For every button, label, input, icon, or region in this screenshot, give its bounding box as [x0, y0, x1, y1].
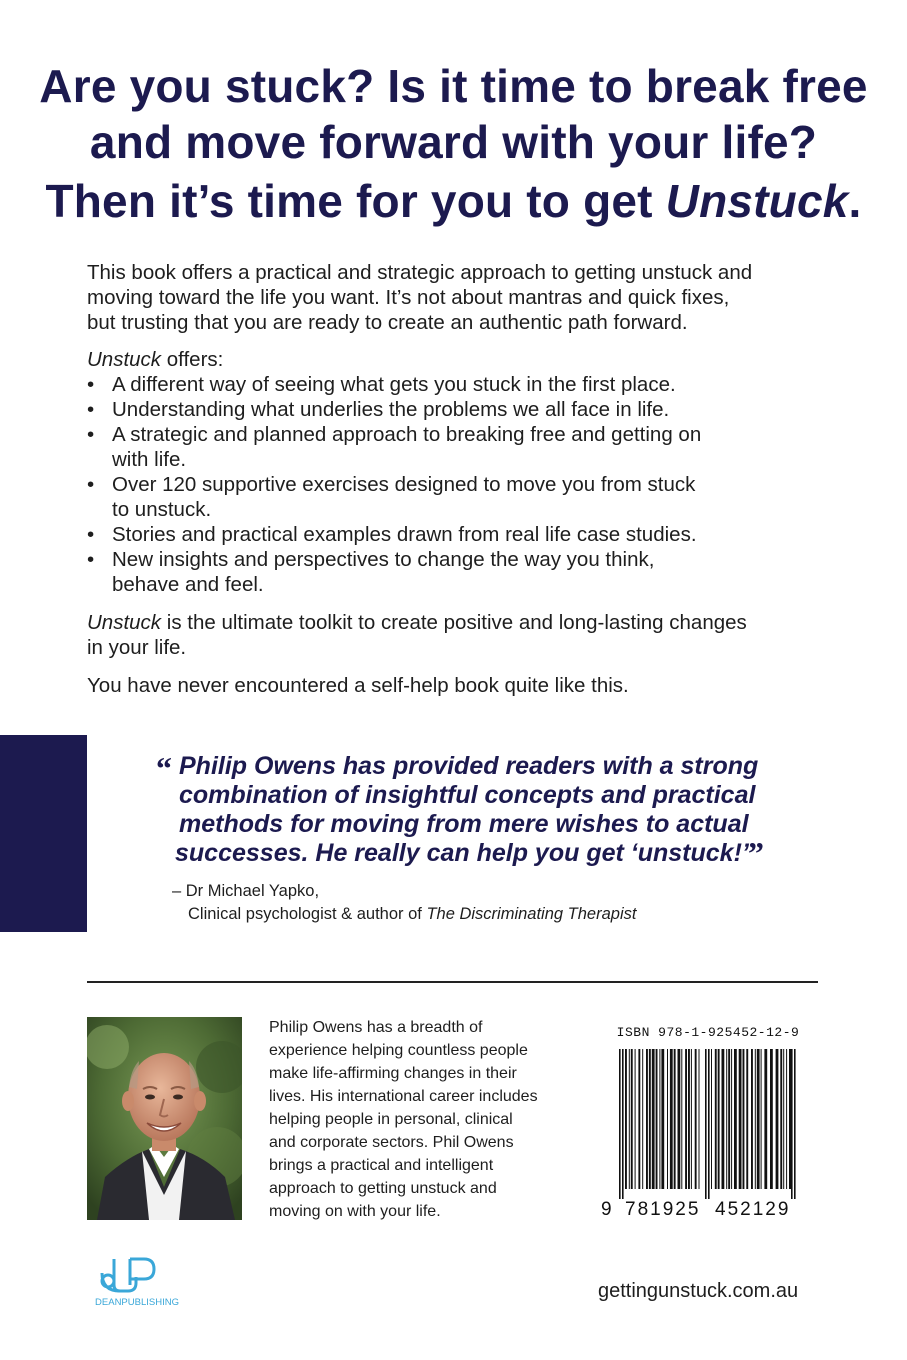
barcode-bar	[688, 1049, 690, 1189]
bio-line: brings a practical and intelligent	[269, 1157, 494, 1174]
list-item	[87, 397, 822, 422]
quote-line-2: combination of insightful concepts and practical	[179, 781, 756, 809]
section-divider	[87, 981, 818, 983]
toolkit-line-2: in your life.	[87, 636, 187, 659]
author-photo	[87, 1017, 242, 1220]
list-item-text: New insights and perspectives to change the way you think,	[112, 548, 655, 571]
barcode-bar	[629, 1049, 630, 1189]
barcode-bar	[681, 1049, 682, 1189]
barcode-guard-bar	[619, 1049, 621, 1199]
quote-line-3: methods for moving from mere wishes to actual	[179, 810, 749, 838]
list-item-text: A strategic and planned approach to breaking free and getting on	[112, 423, 702, 446]
barcode-bar	[695, 1049, 697, 1189]
offers-title	[87, 347, 822, 372]
author-bio	[269, 1016, 569, 1223]
barcode-guard-bar	[622, 1049, 624, 1199]
offers-title-emph: Unstuck	[87, 348, 162, 371]
closing-line: You have never encountered a self-help book quite like this.	[87, 674, 629, 697]
barcode-bar	[678, 1049, 681, 1189]
barcode-bar	[764, 1049, 767, 1189]
barcode-bar	[642, 1049, 643, 1189]
barcode-bar	[625, 1049, 627, 1189]
quote-line-4: successes. He really can help you get ‘unstuck!’	[175, 839, 749, 867]
barcode-bar	[715, 1049, 717, 1189]
quote-attribution	[172, 880, 636, 926]
attribution-name: – Dr Michael Yapko,	[172, 882, 320, 900]
attribution-book: The Discriminating Therapist	[426, 905, 637, 923]
list-item-text-cont: behave and feel.	[112, 573, 264, 596]
barcode-bar	[757, 1049, 760, 1189]
barcode-bar	[699, 1049, 700, 1189]
toolkit-emph: Unstuck	[87, 611, 162, 634]
barcode-bar	[783, 1049, 784, 1189]
bio-line: helping people in personal, clinical	[269, 1111, 513, 1128]
barcode-bar	[789, 1049, 792, 1189]
bio-line: lives. His international career includes	[269, 1088, 538, 1105]
barcode-guard-bar	[708, 1049, 710, 1199]
barcode-bar	[635, 1049, 636, 1189]
barcode-bar	[746, 1049, 748, 1189]
author-portrait-image	[87, 1017, 242, 1220]
headline-line-3-emph: Unstuck	[665, 175, 849, 227]
headline-line-3	[0, 173, 907, 229]
intro-line-3: but trusting that you are ready to create an authentic path forward.	[87, 311, 688, 334]
barcode-bar	[711, 1049, 712, 1189]
barcode-bar	[786, 1049, 787, 1189]
barcode-bar	[728, 1049, 730, 1189]
toolkit-paragraph	[87, 610, 822, 660]
barcode-bar	[731, 1049, 732, 1189]
list-item-text: Over 120 supportive exercises designed to move you from stuck	[112, 473, 696, 496]
testimonial-quote	[175, 752, 775, 871]
toolkit-line-1	[87, 610, 822, 635]
headline	[0, 58, 907, 229]
publisher-logo	[84, 1255, 190, 1310]
barcode-bar	[780, 1049, 782, 1189]
bullet-dot: •	[87, 373, 95, 396]
isbn-barcode	[597, 1025, 819, 1221]
barcode-image	[597, 1025, 819, 1221]
attribution-role	[172, 903, 636, 926]
barcode-bar	[685, 1049, 687, 1189]
bullet-dot: •	[87, 423, 95, 446]
barcode-bar	[656, 1049, 658, 1189]
list-item	[87, 422, 822, 472]
publisher-name: DEANPUBLISHING	[95, 1297, 179, 1308]
barcode-bar	[770, 1049, 773, 1189]
barcode-bar	[661, 1049, 664, 1189]
barcode-bar	[739, 1049, 742, 1189]
barcode-bar	[674, 1049, 676, 1189]
bullet-dot: •	[87, 523, 95, 546]
barcode-digit-group-2: 452129	[715, 1199, 791, 1220]
bio-line: and corporate sectors. Phil Owens	[269, 1134, 514, 1151]
bio-line: experience helping countless people	[269, 1042, 528, 1059]
offers-list	[87, 372, 822, 597]
website-url: gettingunstuck.com.au	[598, 1280, 799, 1302]
open-quote-mark: “	[156, 750, 172, 786]
bio-line: make life-affirming changes in their	[269, 1065, 517, 1082]
offers-section	[87, 347, 822, 597]
navy-side-bar	[0, 735, 87, 932]
barcode-first-digit: 9	[601, 1199, 612, 1220]
barcode-bar	[670, 1049, 673, 1189]
intro-line-2: moving toward the life you want. It’s not about mantras and quick fixes,	[87, 286, 730, 309]
barcode-bar	[726, 1049, 727, 1189]
bullet-dot: •	[87, 398, 95, 421]
list-item	[87, 372, 822, 397]
list-item	[87, 547, 822, 597]
barcode-bar	[646, 1049, 648, 1189]
list-item	[87, 522, 822, 547]
barcode-bar	[776, 1049, 779, 1189]
barcode-bar	[761, 1049, 762, 1189]
bio-line: moving on with your life.	[269, 1203, 441, 1220]
headline-line-3-suffix: .	[848, 175, 862, 227]
dean-publishing-logo-icon	[84, 1255, 190, 1310]
barcode-bar	[722, 1049, 725, 1189]
isbn-label: ISBN 978-1-925452-12-9	[616, 1025, 800, 1040]
barcode-bar	[743, 1049, 745, 1189]
list-item-text: Stories and practical examples drawn from real life case studies.	[112, 523, 697, 546]
toolkit-rest: is the ultimate toolkit to create positive and long-lasting changes	[161, 611, 747, 634]
list-item-text: Understanding what underlies the problems we all face in life.	[112, 398, 670, 421]
headline-line-1: Are you stuck? Is it time to break free	[39, 60, 868, 112]
barcode-bar	[691, 1049, 692, 1189]
barcode-bar	[631, 1049, 633, 1189]
barcode-bar	[649, 1049, 651, 1189]
barcode-bar	[652, 1049, 655, 1189]
headline-line-2: and move forward with your life?	[89, 116, 818, 168]
barcode-bar	[667, 1049, 668, 1189]
barcode-digit-group-1: 781925	[625, 1199, 701, 1220]
barcode-bar	[718, 1049, 720, 1189]
list-item-text-cont: with life.	[112, 448, 187, 471]
bullet-dot: •	[87, 548, 95, 571]
barcode-bar	[751, 1049, 753, 1189]
attribution-role-text: Clinical psychologist & author of	[188, 905, 427, 923]
bio-line: Philip Owens has a breadth of	[269, 1019, 483, 1036]
intro-paragraph	[87, 260, 822, 335]
barcode-bar	[638, 1049, 640, 1189]
barcode-bar	[755, 1049, 756, 1189]
barcode-bar	[659, 1049, 660, 1189]
list-item-text: A different way of seeing what gets you stuck in the first place.	[112, 373, 676, 396]
close-quote-mark: ”	[748, 835, 764, 871]
barcode-guard-bar	[705, 1049, 707, 1199]
offers-title-rest: offers:	[161, 348, 224, 371]
barcode-guard-bar	[794, 1049, 796, 1199]
bullet-dot: •	[87, 473, 95, 496]
intro-line-1: This book offers a practical and strategic approach to getting unstuck and	[87, 261, 753, 284]
list-item	[87, 472, 822, 522]
headline-line-3-prefix: Then it’s time for you to get	[45, 175, 666, 227]
quote-line-1: Philip Owens has provided readers with a strong	[179, 752, 759, 780]
barcode-bar	[734, 1049, 737, 1189]
bio-line: approach to getting unstuck and	[269, 1180, 497, 1197]
list-item-text-cont: to unstuck.	[112, 498, 212, 521]
